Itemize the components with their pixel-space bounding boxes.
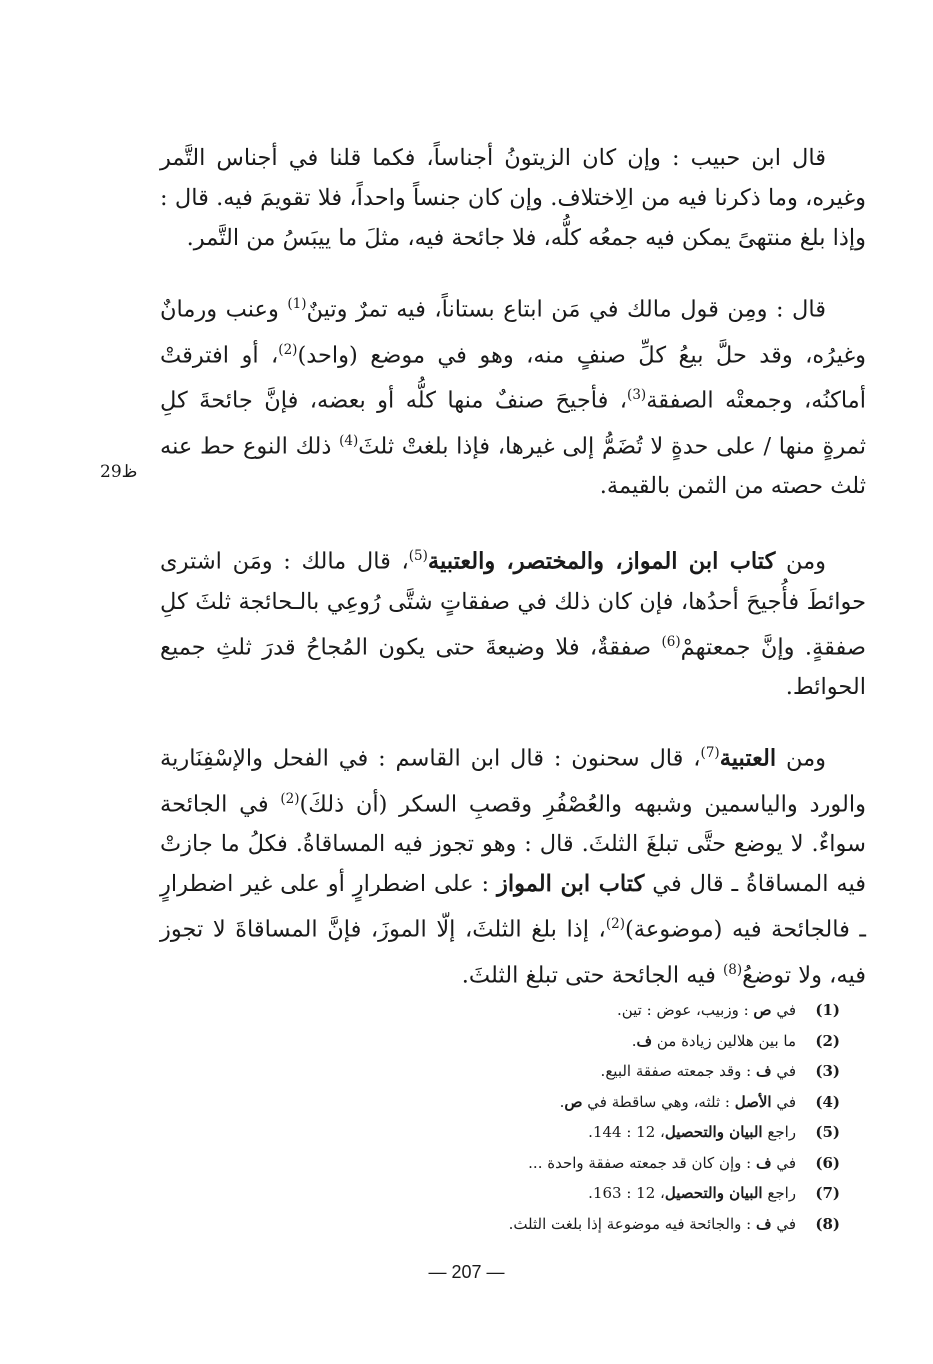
text-run: ، فأجيحَ صنفٌ منها كلُّه أو بعضه، فإنَّ جائحةَ كلِ ثمرةٍ منها / على حدةٍ لا تُضَمُّ إلى غيرها، فإذا بلغتْ ثلثَ [160,387,867,459]
page-number: — 207 — [428,1262,505,1282]
bold-citation: ف [755,1062,772,1080]
text-run: : وإن كان قد جمعته صفقة واحدة ... [528,1153,756,1172]
footnote-item [300,1209,840,1240]
text-run: ما بين هلالين زيادة من [652,1031,796,1050]
footnote-number: (1) [815,1001,840,1019]
footnote-text [300,1148,796,1179]
text-run: : وزبيب، عوض : تين. [616,1001,754,1019]
text-run: ، أو افترقتْ أماكنُه، وجمعتْه الصفقة [160,342,866,414]
footnote-ref: (6) [661,633,681,650]
text-run: في [771,1001,796,1019]
bold-citation: ف [755,1153,772,1172]
text-run: فيه الجائحة حتى تبلغ الثلثَ. [461,962,723,988]
manuscript-folio-note: 29ظ [100,462,138,482]
bold-citation: كتاب ابن المواز، والمختصر، والعتبية [427,548,776,575]
text-run: وعنب ورمانٌ وغيرُه، وقد حلَّ بيعُ كلِّ صنفٍ منه، وهو في موضع (واحد) [160,296,866,368]
text-run: في [771,1092,796,1111]
footnote-ref: (2) [605,916,625,932]
text-run: راجع [762,1184,796,1202]
footnote-ref: (2) [280,790,300,807]
text-run: . [559,1092,565,1111]
text-run: ، 12 : 144. [588,1123,665,1141]
text-run: قال : ومِن قول مالك في مَن ابتاع بستاناً، فيه تمرٌ وتينٌ [306,296,826,323]
text-run: في [771,1153,796,1172]
footnote-item [300,1087,840,1118]
text-run: : على اضطرارٍ أو على غير اضطرارٍ ـ فالجائحة فيه (موضوعة) [160,871,866,943]
footnote-ref: (5) [408,548,428,564]
footnote-ref: (1) [287,296,307,312]
footnote-number: (5) [815,1123,840,1141]
text-run: ذلك النوع حط عنه ثلث حصته من الثمن بالقيمة. [160,433,866,499]
bold-citation: الأصل [734,1092,772,1111]
footnote-text [300,1117,796,1148]
footnote-ref: (3) [627,387,647,403]
text-run: ، قال سحنون : قال ابن القاسم : في الفحل والإسْفِنَارية والورد والياسمين وشبهه والعُصْفُرِ وقصبِ السكر (أن ذلكَ) [160,745,866,817]
footnote-item [300,1056,840,1087]
footnote-number: (7) [815,1184,840,1202]
text-run: راجع [762,1123,796,1141]
main-text [160,138,866,1021]
footnote-text [300,1026,796,1057]
text-run: ، قال مالك : ومَن اشترى حوائطَ فأُجيحَ أحدُها، فإن كان ذلك في صفقاتٍ شتَّى رُوعِي بالـحائجة ثلثَ كلِ صفقةٍ. وإنَّ جمعتهمْ [160,548,866,660]
bold-citation: ص [753,1001,772,1019]
bold-citation: البيان والتحصيل [664,1123,763,1141]
text-run: صفقةٌ، فلا وضيعةَ حتى يكون المُجاحُ قدرَ ثلثِ جميع الحوائط. [160,634,866,700]
bold-citation: العتبية [719,745,777,772]
footnote-text [300,1209,796,1240]
text-run: ، إذا بلغ الثلثَ، إلّا الموزَ، فإنَّ المساقاةَ لا تجوز فيه، ولا توضعُ [160,916,866,988]
footnote-text [300,1056,796,1087]
footnote-text [300,1178,796,1209]
bold-citation: البيان والتحصيل [664,1184,763,1202]
footnote-text [300,1087,796,1118]
footnote-ref: (2) [278,341,298,358]
text-run: في الجائحة سواءٌ. لا يوضع حتَّى تبلغَ الثلثَ. قال : وهو تجوز فيه المساقاةُ. فكلُ ما جازتْ فيه المساقاةُ ـ قال في [160,791,866,897]
footnote-item [300,1117,840,1148]
footnote-number: (2) [815,1031,840,1050]
footnote-number: (8) [815,1214,840,1233]
text-run: . [631,1031,637,1050]
text-run: ، 12 : 163. [588,1184,665,1202]
footnote-number: (3) [815,1062,840,1080]
footnote-item [300,1178,840,1209]
bold-citation: كتاب ابن المواز [497,871,645,897]
text-run: : ثلثه، وهي ساقطة في [582,1092,735,1111]
footnote-number: (6) [815,1153,840,1172]
bold-citation: ف [636,1031,653,1050]
paragraph [160,536,866,707]
footnote-ref: (7) [700,745,720,761]
text-run: في [771,1062,796,1080]
footnotes [300,995,840,1239]
footnote-ref: (8) [723,961,743,978]
footnote-item [300,1026,840,1057]
paragraph [160,733,866,995]
text-run: : والجائحة فيه موضوعة إذا بلغت الثلث. [508,1214,756,1233]
text-run: في [771,1214,796,1233]
bold-citation: ف [755,1214,772,1233]
paragraph [160,284,866,506]
text-run: ومن [776,745,826,772]
footnote-number: (4) [815,1092,840,1111]
text-run: ومن [775,548,826,575]
footnote-item [300,995,840,1026]
paragraph [160,138,866,258]
footnote-text [300,995,796,1026]
footnote-ref: (4) [339,432,359,449]
footnote-item [300,1148,840,1179]
bold-citation: ص [564,1092,583,1111]
text-run: قال ابن حبيب : وإن كان الزيتونُ أجناساً، فكما قلنا في أجناس التَّمر وغيره، وما ذكرنا فيه من الِاختلاف. وإن كان جنساً واحداً، فلا تقويمَ فيه. قال : وإذا بلغ منتهىً يمكن فيه جمعُه كلُّه، فلا جائحة فيه، مثلَ ما ييبَسُ من التَّمر. [160,145,866,251]
text-run: : وقد جمعته صفقة البيع. [600,1062,756,1080]
